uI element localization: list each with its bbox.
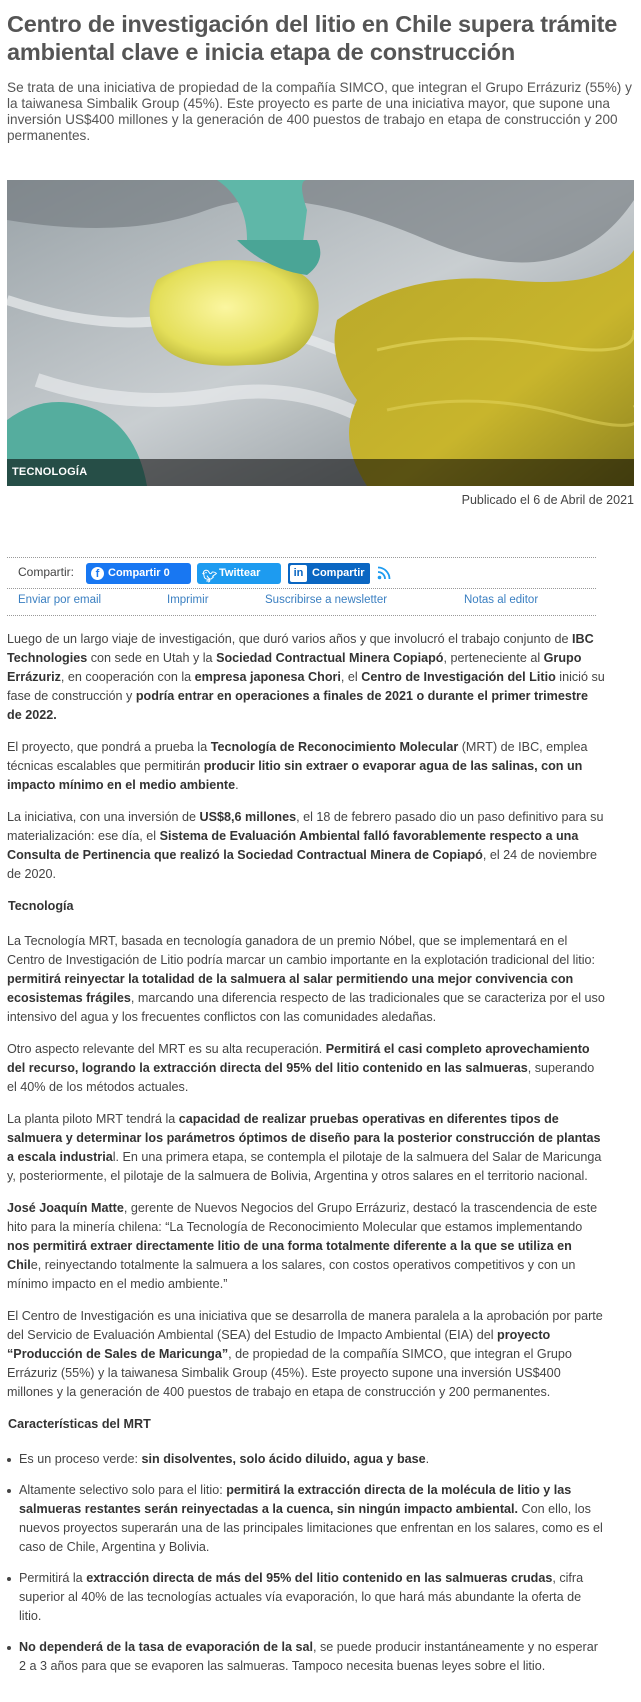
paragraph: Otro aspecto relevante del MRT es su alta recuperación. Permitirá el casi completo aprovechamiento del recurso, logrando la extracción directa del 95% del litio contenido en las salmueras, superando el 40% de los métodos actuales. [7,1042,595,1094]
article-body [7,630,605,1688]
share-buttons-row [7,558,596,588]
share-bar [7,557,596,616]
paragraph: José Joaquín Matte, gerente de Nuevos Negocios del Grupo Errázuriz, destacó la trascendencia de este hito para la minería chilena: “La Tecnología de Reconocimiento Molecular que estamos implementando nos permitirá extraer directamente litio de una forma totalmente diferente a la que se utiliza en Chile, reinyectando totalmente la salmuera a los salares, con costos operativos competitivos y con un mínimo impacto en el medio ambiente.” [7,1201,598,1291]
section-heading: Tecnología [8,899,74,913]
list-item: Es un proceso verde: sin disolventes, solo ácido diluido, agua y base. [7,1450,605,1469]
print-link[interactable]: Imprimir [167,594,209,606]
paragraph: Luego de un largo viaje de investigación, que duró varios años y que involucró el trabajo conjunto de IBC Technologies con sede en Utah y la Sociedad Contractual Minera Copiapó, perteneciente al Grupo Errázuriz, en cooperación con la empresa japonesa Chori, el Centro de Investigación del Litio inició su fase de construcción y podría entrar en operaciones a finales de 2021 o durante el primer trimestre de 2022. [7,632,605,722]
article-title: Centro de investigación del litio en Chile supera trámite ambiental clave e inicia etapa de construcción [7,11,618,65]
lithium-salt-photo [7,180,634,486]
linkedin-icon: in [290,565,307,582]
facebook-share-button[interactable] [86,563,191,584]
share-label: Compartir: [18,565,75,579]
list-item: Permitirá la extracción directa de más del 95% del litio contenido en las salmueras crudas, cifra superior al 40% de las tecnologías actuales vía evaporación, lo que hará más abundante la oferta de litio. [7,1569,605,1626]
list-item: No dependerá de la tasa de evaporación de la sal, se puede producir instantáneamente y no esperar 2 a 3 años para que se evaporen las salmueras. Tampoco necesita buenas leyes sobre el litio. [7,1638,605,1676]
image-category-label[interactable]: TECNOLOGÍA [7,459,634,486]
hero-image [7,180,634,486]
twitter-share-label: Twittear [219,567,261,579]
section-heading: Características del MRT [8,1417,151,1431]
publish-date: Publicado el 6 de Abril de 2021 [461,493,634,507]
rss-icon[interactable] [377,566,391,580]
twitter-share-button[interactable] [197,563,281,584]
linkedin-share-button[interactable] [288,563,370,584]
paragraph: La iniciativa, con una inversión de US$8,6 millones, el 18 de febrero pasado dio un paso definitivo para su materialización: ese día, el Sistema de Evaluación Ambiental falló favorablemente respecto a una Consulta de Pertinencia que realizó la Sociedad Contractual Minera de Copiapó, el 24 de noviembre de 2020. [7,810,604,881]
paragraph: La Tecnología MRT, basada en tecnología ganadora de un premio Nóbel, que se implementará en el Centro de Investigación de Litio podría marcar un cambio importante en la explotación tradicional del litio: permitirá reinyectar la totalidad de la salmuera al salar permitiendo una mejor convivencia con ecosistemas frágiles, marcando una diferencia respecto de las tradicionales que se caracteriza por el uso intensivo del agua y los frecuentes conflictos con las comunidades aledañas. [7,934,605,1024]
email-link[interactable]: Enviar por email [18,594,102,606]
share-links-row [7,588,596,616]
editor-notes-link[interactable]: Notas al editor [464,594,539,606]
twitter-icon: 🐦︎ [202,569,218,583]
paragraph: El Centro de Investigación es una iniciativa que se desarrolla de manera paralela a la aprobación por parte del Servicio de Evaluación Ambiental (SEA) del Estudio de Impacto Ambiental (EIA) del proyecto “Producción de Sales de Maricunga”, de propiedad de la compañía SIMCO, que integran el Grupo Errázuriz (55%) y la taiwanesa Simbalik Group (45%). Este proyecto supone una inversión US$400 millones y la generación de 400 puestos de trabajo en etapa de construcción y 200 permanentes. [7,1309,603,1399]
paragraph: La planta piloto MRT tendrá la capacidad de realizar pruebas operativas en diferentes tipos de salmuera y determinar los parámetros óptimos de diseño para la posterior construcción de plantas a escala industrial. En una primera etapa, se contempla el pilotaje de la salmuera del Salar de Maricunga y, posteriormente, el pilotaje de la salmuera de Bolivia, Argentina y otros salares en el territorio nacional. [7,1112,602,1183]
newsletter-link[interactable]: Suscribirse a newsletter [265,594,388,606]
paragraph: El proyecto, que pondrá a prueba la Tecnología de Reconocimiento Molecular (MRT) de IBC, emplea técnicas escalables que permitirán producir litio sin extraer o evaporar agua de las salinas, con un impacto mínimo en el medio ambiente. [7,740,588,792]
list-item: Altamente selectivo solo para el litio: permitirá la extracción directa de la molécula de litio y las salmueras restantes serán reinyectadas a la cuenca, sin ningún impacto ambiental. Con ello, los nuevos proyectos superarán una de las principales limitaciones que enfrentan en los salares, como es el caso de Chile, Argentina y Bolivia. [7,1481,605,1557]
article-lead: Se trata de una iniciativa de propiedad de la compañía SIMCO, que integran el Grupo Errázuriz (55%) y la taiwanesa Simbalik Group (45%). Este proyecto es parte de una iniciativa mayor, que supone una inversión US$400 millones y la generación de 400 puestos de trabajo en etapa de construcción y 200 permanentes. [7,80,632,143]
facebook-icon: f [91,567,104,580]
linkedin-share-label: Compartir [312,567,365,579]
features-list [7,1450,605,1676]
facebook-share-label: Compartir 0 [108,567,170,579]
